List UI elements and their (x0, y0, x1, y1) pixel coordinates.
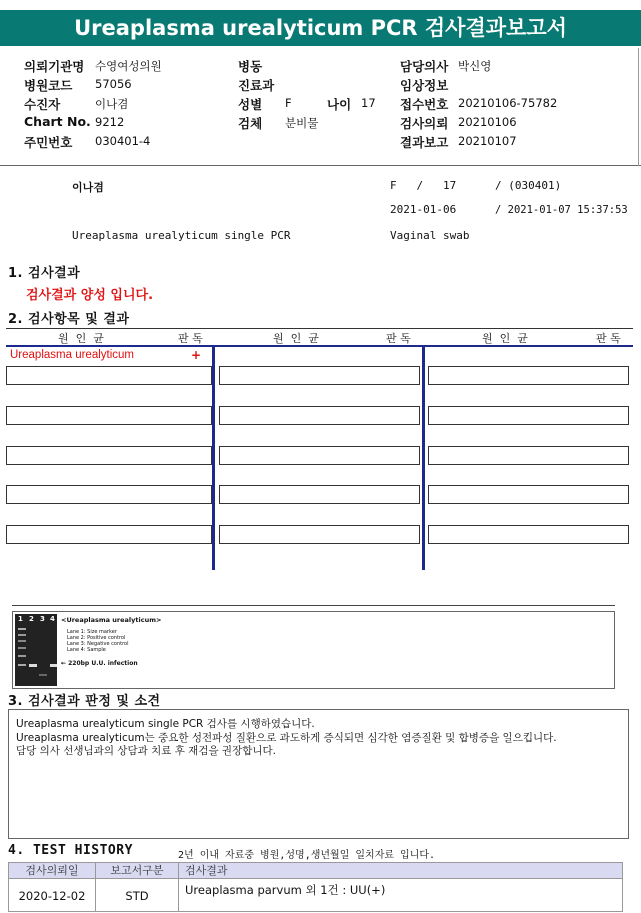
gel-legend-3: Lane 3: Negative control (67, 641, 129, 647)
result-cell (6, 446, 212, 465)
gel-top-rule (12, 605, 615, 606)
sex-label: 성별 (238, 97, 263, 112)
opinion-box (8, 709, 629, 839)
result-text: 검사결과 양성 입니다. (26, 288, 154, 303)
patient-value: 이나겸 (95, 97, 129, 111)
history-note: 2년 이내 자료중 병원,성명,생년월일 일치자료 입니다. (178, 850, 436, 861)
col-pathogen-2: 원 인 균 (273, 332, 319, 345)
info-birth: / (030401) (495, 179, 562, 192)
result-cell (6, 366, 212, 385)
result-cell (428, 406, 629, 425)
request-value: 20210106 (458, 115, 517, 129)
gel-band (29, 664, 37, 667)
row1-pathogen: Ureaplasma urealyticum (10, 349, 134, 361)
opinion-line-2: Ureaplasma urealyticum는 중요한 성전파성 질환으로 과도하게 증식되면 심각한 염증질환 및 합병증을 일으킵니다. (16, 732, 557, 744)
result-cell (6, 485, 212, 504)
history-row-result: Ureaplasma parvum 외 1건 : UU(+) (178, 878, 623, 912)
age-value: 17 (361, 96, 376, 110)
gel-band (18, 647, 26, 649)
opinion-line-1: Ureaplasma urealyticum single PCR 검사를 시행하였습니다. (16, 718, 315, 730)
result-cell (219, 406, 420, 425)
result-cell (219, 485, 420, 504)
results-column-header (6, 328, 633, 347)
history-row-date: 2020-12-02 (8, 878, 96, 912)
receipt-label: 접수번호 (400, 97, 449, 112)
result-cell (219, 366, 420, 385)
dept-label: 진료과 (238, 78, 275, 93)
hospital-value: 수영여성의원 (95, 59, 162, 73)
doctor-label: 담당의사 (400, 59, 449, 74)
clinical-label: 임상정보 (400, 78, 449, 93)
section4-title: 4. TEST HISTORY (8, 843, 133, 858)
section3-title: 3. 검사결과 판정 및 소견 (8, 694, 161, 709)
section2-title: 2. 검사항목 및 결과 (8, 312, 130, 327)
result-cell (6, 406, 212, 425)
gel-band (50, 664, 57, 667)
info-sex-age: F / 17 (390, 179, 457, 192)
header-divider (0, 165, 641, 166)
result-cell (219, 446, 420, 465)
gel-band (18, 655, 26, 657)
info-date1: 2021-01-06 (390, 203, 457, 216)
info-name: 이나겸 (72, 181, 104, 194)
request-label: 검사의뢰 (400, 116, 449, 131)
info-test-name: Ureaplasma urealyticum single PCR (72, 229, 291, 242)
row1-judge: + (191, 348, 202, 362)
result-cell (428, 525, 629, 544)
column-divider-1 (212, 346, 215, 570)
col-pathogen-3: 원 인 균 (482, 332, 528, 345)
code-label: 병원코드 (24, 78, 73, 93)
col-judge-2: 판 독 (386, 332, 411, 345)
gel-legend-1: Lane 1: Size marker (67, 629, 117, 635)
col-judge-1: 판 독 (178, 332, 203, 345)
gel-lane-2: 2 (29, 615, 34, 623)
result-cell (428, 485, 629, 504)
history-header-date: 검사의뢰일 (8, 862, 96, 879)
gel-band (18, 664, 26, 666)
report-title: Ureaplasma urealyticum PCR 검사결과보고서 (0, 10, 641, 46)
age-label: 나이 (327, 97, 352, 112)
history-header-result: 검사결과 (178, 862, 623, 879)
chart-value: 9212 (95, 115, 125, 129)
code-value: 57056 (95, 77, 132, 91)
history-row-type: STD (95, 878, 179, 912)
id-label: 주민번호 (24, 135, 73, 150)
column-divider-2 (422, 346, 425, 570)
hospital-label: 의뢰기관명 (24, 59, 85, 74)
result-cell (428, 446, 629, 465)
id-value: 030401-4 (95, 134, 151, 148)
doctor-value: 박신영 (458, 59, 492, 73)
col-judge-3: 판 독 (596, 332, 621, 345)
gel-lane-4: 4 (50, 615, 55, 623)
result-cell (6, 525, 212, 544)
gel-lane-1: 1 (18, 615, 23, 623)
gel-band (18, 640, 26, 642)
report-label: 결과보고 (400, 135, 449, 150)
patient-label: 수진자 (24, 97, 61, 112)
result-cell (428, 366, 629, 385)
gel-legend-2: Lane 2: Positive control (67, 635, 126, 641)
sex-value: F (285, 96, 292, 110)
header-right-border (638, 48, 639, 166)
ward-label: 병동 (238, 59, 263, 74)
gel-band-label: ← 220bp U.U. infection (61, 660, 138, 667)
info-date2: / 2021-01-07 15:37:53 (495, 204, 628, 216)
opinion-line-3: 담당 의사 선생님과의 상담과 치료 후 재검을 권장합니다. (16, 745, 276, 757)
receipt-value: 20210106-75782 (458, 96, 558, 110)
gel-band (18, 628, 26, 630)
specimen-label: 검체 (238, 116, 263, 131)
info-specimen: Vaginal swab (390, 229, 470, 242)
specimen-value: 분비물 (285, 116, 319, 130)
col-pathogen-1: 원 인 균 (58, 332, 104, 345)
history-header-type: 보고서구분 (95, 862, 179, 879)
gel-band (39, 674, 47, 676)
gel-legend-4: Lane 4: Sample (67, 647, 106, 653)
gel-image-panel (12, 611, 615, 689)
report-value: 20210107 (458, 134, 517, 148)
gel-band (18, 634, 26, 636)
gel-caption: <Ureaplasma urealyticum> (61, 616, 162, 624)
gel-photo (15, 614, 57, 686)
chart-label: Chart No. (24, 114, 91, 129)
result-cell (219, 525, 420, 544)
section1-title: 1. 검사결과 (8, 266, 81, 281)
gel-lane-3: 3 (40, 615, 45, 623)
